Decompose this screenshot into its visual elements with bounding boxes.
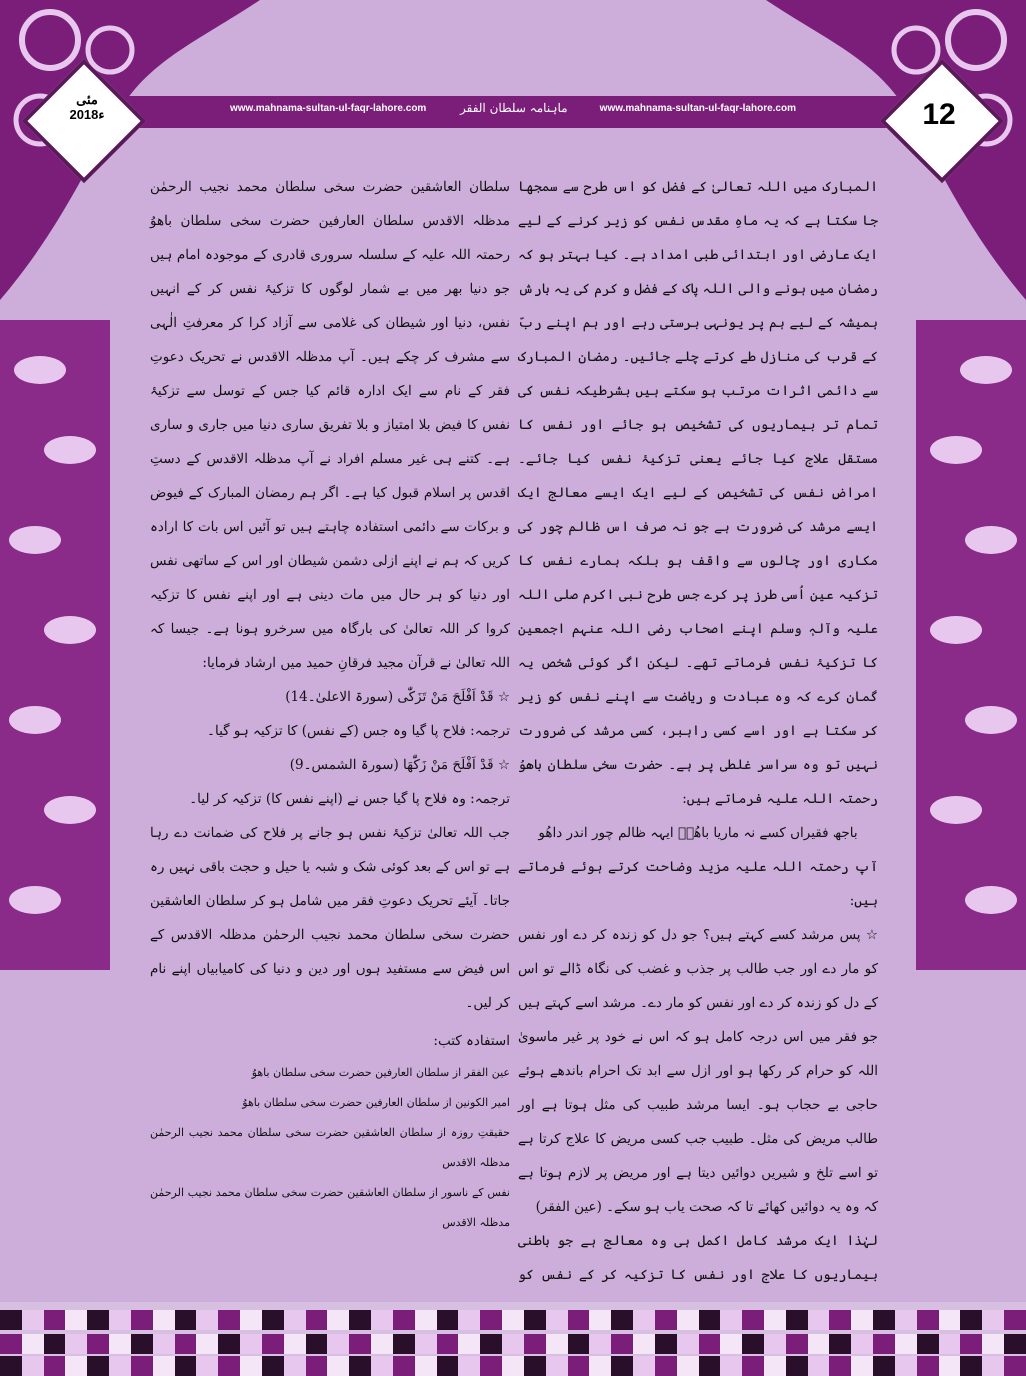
page-number: 12: [922, 98, 956, 131]
footer-pattern-cell: [22, 1356, 44, 1376]
footer-pattern-cell: [262, 1310, 284, 1330]
footer-pattern-cell: [44, 1310, 66, 1330]
footer-pattern-cell: [873, 1334, 895, 1354]
footer-pattern-cell: [786, 1356, 808, 1376]
footer-pattern-cell: [284, 1310, 306, 1330]
footer-pattern-cell: [982, 1334, 1004, 1354]
footer-pattern-cell: [218, 1310, 240, 1330]
footer-pattern-cell: [720, 1334, 742, 1354]
footer-pattern-cell: [851, 1310, 873, 1330]
footer-pattern-cell: [480, 1334, 502, 1354]
footer-pattern-cell: [764, 1334, 786, 1354]
verse-translation: ترجمہ: وہ فلاح پا گیا جس نے (اپنے نفس کا) تزکیہ کر لیا۔: [189, 791, 510, 807]
footer-pattern-cell: [829, 1310, 851, 1330]
footer-pattern-cell: [153, 1310, 175, 1330]
reference-item: نفس کے ناسور از سلطان العاشقین حضرت سخی سلطان محمد نجیب الرحمٰن مدظلہ الاقدس: [150, 1186, 510, 1229]
footer-pattern-cell: [808, 1310, 830, 1330]
footer-pattern-cell: [895, 1356, 917, 1376]
footer-pattern-cell: [196, 1310, 218, 1330]
footer-pattern-cell: [458, 1310, 480, 1330]
footer-pattern-cell: [611, 1356, 633, 1376]
website-url-left: www.mahnama-sultan-ul-faqr-lahore.com: [230, 103, 427, 114]
footer-pattern-cell: [699, 1356, 721, 1376]
footer-pattern-cell: [240, 1334, 262, 1354]
footer-pattern-cell: [87, 1356, 109, 1376]
footer-pattern-cell: [568, 1334, 590, 1354]
footer-pattern-cell: [1004, 1334, 1026, 1354]
footer-pattern-cell: [196, 1356, 218, 1376]
footer-pattern-cell: [939, 1334, 961, 1354]
issue-month: مئی: [76, 92, 98, 107]
footer-pattern-cell: [415, 1356, 437, 1376]
footer-pattern-cell: [306, 1310, 328, 1330]
footer-pattern-cell: [742, 1356, 764, 1376]
footer-pattern-cell: [502, 1356, 524, 1376]
reference-item: حقیقتِ روزہ از سلطان العاشقین حضرت سخی سلطان محمد نجیب الرحمٰن مدظلہ الاقدس: [150, 1126, 510, 1169]
footer-pattern-cell: [546, 1334, 568, 1354]
poetry-verse: باجھ فقیراں کسے نہ ماریا باھُوؒ ایہہ ظالم چور اندر داھُو: [538, 825, 858, 841]
footer-pattern-cell: [109, 1356, 131, 1376]
reference-item: عین الفقر از سلطان العارفین حضرت سخی سلطان باھوُ: [251, 1066, 510, 1079]
footer-pattern-cell: [153, 1356, 175, 1376]
footer-pattern-cell: [699, 1310, 721, 1330]
footer-pattern-cell: [917, 1310, 939, 1330]
footer-pattern-cell: [240, 1310, 262, 1330]
footer-pattern-cell: [131, 1356, 153, 1376]
footer-pattern-cell: [196, 1334, 218, 1354]
footer-pattern-cell: [939, 1310, 961, 1330]
footer-pattern-cell: [655, 1356, 677, 1376]
quran-verse: ☆ قَدْ اَفْلَحَ مَنْ زَكّٰهَا (سورۃ الشمس۔9): [289, 757, 510, 773]
left-paisley-border: [0, 320, 110, 970]
footer-pattern-cell: [109, 1334, 131, 1354]
footer-pattern-cell: [524, 1334, 546, 1354]
footer-pattern-cell: [0, 1310, 22, 1330]
footer-pattern-cell: [829, 1334, 851, 1354]
footer-pattern-cell: [808, 1356, 830, 1376]
footer-pattern-cell: [0, 1356, 22, 1376]
footer-pattern-row: [0, 1334, 1026, 1354]
right-paisley-border: [916, 320, 1026, 970]
footer-pattern-cell: [218, 1334, 240, 1354]
footer-pattern-cell: [415, 1334, 437, 1354]
footer-pattern-cell: [917, 1356, 939, 1376]
footer-pattern-cell: [175, 1356, 197, 1376]
paragraph: المبارک میں اللہ تعالیٰ کے فضل کو اس طرح سے سمجھا جا سکتا ہے کہ یہ ماہِ مقدس نفس کو زیر کرنے کے لیے ایک عارضی اور ابتدائی طبی امداد ہے۔ کیا بہتر ہو کہ رمضان میں ہونے والی اللہ پاک کے فضل و کرم کی یہ بارش ہمیشہ کے لیے ہم پر یونہی برستی رہے اور ہم اپنے ربّ کے قرب کی منازل طے کرتے چلے جائیں۔ رمضان المبارک سے دائمی اثرات مرتب ہو سکتے ہیں بشرطیکہ نفس کی تمام تر بیماریوں کی تشخیص ہو جائے اور نفس کا مستقل علاج کیا جائے یعنی تزکیۂ نفس کیا جائے۔ امراضِ نفس کی تشخیص کے لیے ایک ایسے معالج ایک ایسے مرشد کی ضرورت ہے جو نہ صرف اس ظالم چور کی مکاری اور چالوں سے واقف ہو بلکہ ہمارے نفس کا تزکیہ عین اُسی طرز پر کرے جس طرح نبی اکرم صلی اللہ علیہ وآلہٖ وسلم اپنے اصحاب رضی اللہ عنہم اجمعین کا تزکیۂ نفس فرماتے تھے۔ لیکن اگر کوئی شخص یہ گمان کرے کہ وہ عبادت و ریاضت سے اپنے نفس کو زیر کر سکتا ہے اور اسے کسی راہبر، کسی مرشد کی ضرورت نہیں تو وہ سراسر غلطی پر ہے۔ حضرت سخی سلطان باھوُ رحمتہ اللہ علیہ فرماتے ہیں:: [518, 179, 878, 807]
footer-pattern-cell: [589, 1356, 611, 1376]
footer-pattern-cell: [480, 1356, 502, 1376]
footer-pattern-cell: [764, 1310, 786, 1330]
footer-pattern-cell: [0, 1334, 22, 1354]
footer-pattern-cell: [502, 1310, 524, 1330]
footer-pattern-cell: [393, 1334, 415, 1354]
footer-pattern-cell: [109, 1310, 131, 1330]
checkered-footer: [0, 1302, 1026, 1375]
footer-pattern-cell: [873, 1356, 895, 1376]
footer-pattern-cell: [349, 1310, 371, 1330]
footer-pattern-cell: [764, 1356, 786, 1376]
footer-pattern-cell: [415, 1310, 437, 1330]
footer-pattern-cell: [371, 1334, 393, 1354]
footer-pattern-cell: [349, 1356, 371, 1376]
footer-pattern-cell: [895, 1334, 917, 1354]
footer-pattern-cell: [960, 1356, 982, 1376]
verse-translation: ترجمہ: فلاح پا گیا وہ جس (کے نفس) کا تزکیہ ہو گیا۔: [207, 723, 510, 739]
footer-pattern-cell: [589, 1334, 611, 1354]
website-url-right: www.mahnama-sultan-ul-faqr-lahore.com: [599, 103, 796, 114]
footer-pattern-cell: [829, 1356, 851, 1376]
footer-pattern-cell: [44, 1356, 66, 1376]
right-text-column: [518, 170, 878, 1360]
footer-pattern-cell: [808, 1334, 830, 1354]
footer-pattern-cell: [960, 1310, 982, 1330]
footer-pattern-cell: [633, 1334, 655, 1354]
footer-pattern-cell: [524, 1310, 546, 1330]
footer-pattern-cell: [393, 1356, 415, 1376]
reference-item: امیر الکونین از سلطان العارفین حضرت سخی سلطان باھوُ: [242, 1096, 510, 1109]
paragraph: جب اللہ تعالیٰ تزکیۂ نفس ہو جانے پر فلاح کی ضمانت دے رہا ہے تو اس کے بعد کوئی شک و شبہ یا حیل و حجت باقی نہیں رہ جاتا۔ آیئے تحریک دعوتِ فقر میں شامل ہو کر سلطان العاشقین حضرت سخی سلطان محمد نجیب الرحمٰن مدظلہ الاقدس کے اس فیض سے مستفید ہوں اور دین و دنیا کی کامیابیاں اپنے نام کر لیں۔: [150, 825, 510, 1011]
footer-pattern-cell: [306, 1334, 328, 1354]
footer-pattern-cell: [677, 1310, 699, 1330]
footer-pattern-cell: [720, 1356, 742, 1376]
footer-pattern-cell: [349, 1334, 371, 1354]
footer-pattern-cell: [589, 1310, 611, 1330]
footer-pattern-cell: [960, 1334, 982, 1354]
footer-pattern-cell: [546, 1356, 568, 1376]
footer-pattern-cell: [982, 1310, 1004, 1330]
footer-pattern-cell: [22, 1310, 44, 1330]
footer-pattern-cell: [327, 1310, 349, 1330]
footer-pattern-cell: [720, 1310, 742, 1330]
footer-pattern-cell: [175, 1334, 197, 1354]
magazine-logo: ماہنامہ سلطان الفقر: [460, 101, 568, 115]
paragraph: لہٰذا ایک مرشد کامل اکمل ہی وہ معالج ہے جو باطنی بیماریوں کا علاج اور نفس کا تزکیہ کر کے نفس کو: [518, 1233, 878, 1283]
footer-pattern-cell: [87, 1334, 109, 1354]
footer-pattern-cell: [131, 1334, 153, 1354]
footer-pattern-cell: [655, 1334, 677, 1354]
footer-pattern-cell: [873, 1310, 895, 1330]
footer-pattern-cell: [218, 1356, 240, 1376]
paragraph: آپ رحمتہ اللہ علیہ مزید وضاحت کرتے ہوئے فرماتے ہیں:: [518, 859, 878, 909]
footer-pattern-cell: [1004, 1310, 1026, 1330]
footer-pattern-cell: [1004, 1356, 1026, 1376]
footer-pattern-cell: [786, 1310, 808, 1330]
footer-pattern-cell: [699, 1334, 721, 1354]
footer-pattern-cell: [851, 1334, 873, 1354]
footer-pattern-cell: [437, 1334, 459, 1354]
paragraph: سلطان العاشقین حضرت سخی سلطان محمد نجیب الرحمٰن مدظلہ الاقدس سلطان العارفین حضرت سخی سلطان باھوُ رحمتہ اللہ علیہ کے سلسلہ سروری قادری کے موجودہ امام ہیں جو دنیا بھر میں بے شمار لوگوں کا تزکیۂ نفس کر کے انہیں نفس، دنیا اور شیطان کی غلامی سے آزاد کرا کر معرفتِ الٰہی سے مشرف کر چکے ہیں۔ آپ مدظلہ الاقدس نے تحریک دعوتِ فقر کے نام سے ایک ادارہ قائم کیا جس کے توسل سے تزکیۂ نفس کا فیض بلا امتیاز و بلا تفریق ساری دنیا میں جاری و ساری ہے۔ کتنے ہی غیر مسلم افراد نے آپ مدظلہ الاقدس کے دستِ اقدس پر اسلام قبول کیا ہے۔ اگر ہم رمضان المبارک کے فیوض و برکات سے دائمی استفادہ چاہتے ہیں تو آئیں اس بات کا ارادہ کریں کہ ہم نے اپنے ازلی دشمن شیطان اور اس کے ساتھی نفس اور دنیا کو ہر حال میں مات دینی ہے اور اپنے نفس کا تزکیہ کروا کر اللہ تعالیٰ کی بارگاہ میں سرخرو ہونا ہے۔ جیسا کہ اللہ تعالیٰ نے قرآن مجید فرقانِ حمید میں ارشاد فرمایا:: [150, 179, 510, 671]
footer-pattern-cell: [786, 1334, 808, 1354]
footer-pattern-cell: [371, 1356, 393, 1376]
footer-pattern-cell: [655, 1310, 677, 1330]
footer-pattern-cell: [65, 1310, 87, 1330]
issue-date: [48, 92, 126, 122]
footer-pattern-cell: [568, 1356, 590, 1376]
footer-pattern-cell: [524, 1356, 546, 1376]
footer-pattern-cell: [175, 1310, 197, 1330]
footer-pattern-cell: [633, 1310, 655, 1330]
footer-pattern-cell: [437, 1356, 459, 1376]
footer-pattern-cell: [546, 1310, 568, 1330]
footer-pattern-cell: [393, 1310, 415, 1330]
footer-pattern-cell: [371, 1310, 393, 1330]
left-text-column: [150, 170, 510, 1238]
footer-pattern-cell: [284, 1334, 306, 1354]
footer-pattern-cell: [437, 1310, 459, 1330]
footer-pattern-cell: [480, 1310, 502, 1330]
footer-pattern-row: [0, 1310, 1026, 1330]
footer-pattern-row: [0, 1356, 1026, 1376]
footer-pattern-cell: [742, 1334, 764, 1354]
footer-pattern-cell: [458, 1334, 480, 1354]
footer-pattern-cell: [895, 1310, 917, 1330]
footer-pattern-cell: [851, 1356, 873, 1376]
footer-pattern-cell: [611, 1334, 633, 1354]
footer-pattern-cell: [306, 1356, 328, 1376]
footer-pattern-cell: [611, 1310, 633, 1330]
footer-pattern-cell: [742, 1310, 764, 1330]
footer-pattern-cell: [262, 1334, 284, 1354]
footer-pattern-cell: [44, 1334, 66, 1354]
footer-pattern-cell: [982, 1356, 1004, 1376]
footer-pattern-cell: [633, 1356, 655, 1376]
footer-pattern-cell: [568, 1310, 590, 1330]
footer-pattern-cell: [327, 1334, 349, 1354]
quote-paragraph: ☆ پس مرشد کسے کہتے ہیں؟ جو دل کو زندہ کر دے اور نفس کو مار دے اور جب طالب پر جذب و غضب کی نگاہ ڈالے تو اس کے دل کو زندہ کر دے اور نفس کو مار دے۔ مرشد اسے کہتے ہیں جو فقر میں اس درجہ کامل ہو کہ اس نے خود پر غیر ماسویٰ اللہ کو حرام کر رکھا ہو اور ازل سے ابد تک احرام باندھے ہوئے حاجی بے حجاب ہو۔ ایسا مرشد طبیب کی مثل ہوتا ہے اور طالب مریض کی مثل۔ طبیب جب کسی مریض کا علاج کرتا ہے تو اسے تلخ و شیریں دوائیں دیتا ہے اور مریض پر لازم ہوتا ہے کہ وہ یہ دوائیں کھائے تا کہ صحت یاب ہو سکے۔ (عین الفقر): [518, 927, 878, 1215]
footer-pattern-cell: [65, 1334, 87, 1354]
footer-pattern-cell: [677, 1356, 699, 1376]
header-bar: [60, 96, 966, 128]
quran-verse: ☆ قَدْ اَفْلَحَ مَنْ تَزَكّٰى (سورۃ الاعلیٰ۔14): [285, 689, 510, 705]
footer-pattern-cell: [458, 1356, 480, 1376]
footer-pattern-cell: [284, 1356, 306, 1376]
issue-year: 2018ء: [69, 107, 105, 122]
footer-pattern-cell: [65, 1356, 87, 1376]
footer-pattern-cell: [262, 1356, 284, 1376]
references-list: [150, 1024, 510, 1238]
references-heading: استفادہ کتب:: [433, 1033, 510, 1049]
footer-pattern-cell: [153, 1334, 175, 1354]
footer-pattern-cell: [502, 1334, 524, 1354]
footer-pattern-cell: [327, 1356, 349, 1376]
footer-pattern-cell: [917, 1334, 939, 1354]
footer-pattern-cell: [87, 1310, 109, 1330]
footer-pattern-cell: [22, 1334, 44, 1354]
footer-pattern-cell: [677, 1334, 699, 1354]
footer-pattern-cell: [939, 1356, 961, 1376]
footer-pattern-cell: [131, 1310, 153, 1330]
footer-pattern-cell: [240, 1356, 262, 1376]
